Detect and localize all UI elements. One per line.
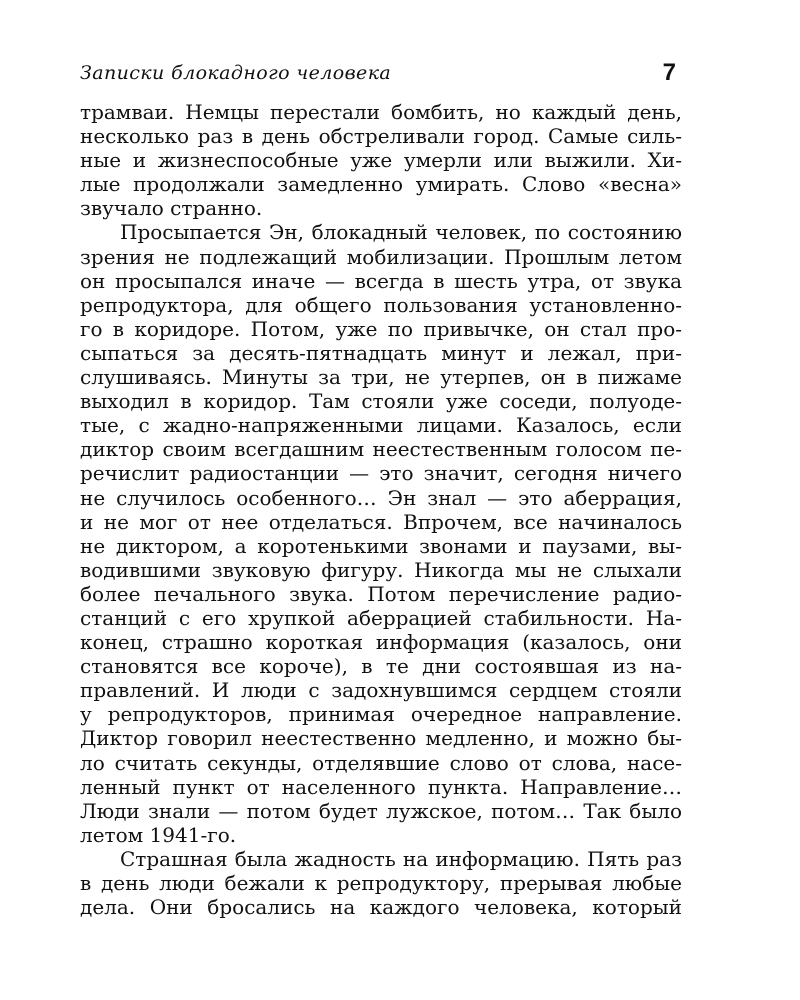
text-line: диктор своим всегдашним неестественным голосом пе- (80, 437, 682, 462)
text-line: лые продолжали замедленно умирать. Слово «весна» (80, 172, 682, 197)
text-line: Просыпается Эн, блокадный человек, по состоянию (120, 220, 682, 245)
text-line: ные и жизнеспособные уже умерли или выжили. Хи- (80, 148, 682, 173)
text-line: конец, страшно короткая информация (казалось, они (80, 630, 682, 655)
text-line: Люди знали — потом будет лужское, потом… Так было (80, 798, 682, 823)
text-line: он просыпался иначе — всегда в шесть утра, от звука (80, 268, 682, 293)
running-title: Записки блокадного человека (80, 62, 392, 84)
text-line: зрения не подлежащий мобилизации. Прошлым летом (80, 244, 682, 269)
text-line: летом 1941-го. (80, 822, 237, 847)
text-line: трамваи. Немцы перестали бомбить, но каждый день, (80, 100, 682, 124)
text-line: более печального звука. Потом перечисление радио- (80, 581, 682, 606)
body-text (80, 100, 682, 919)
text-line: правлений. И люди с задохнувшимся сердцем стояли (80, 678, 682, 703)
text-line: не диктором, а коротенькими звонами и паузами, вы- (80, 533, 682, 558)
text-line: речислит радиостанции — это значит, сегодня ничего (80, 461, 682, 486)
text-line: тые, с жадно-напряженными лицами. Казалось, если (80, 413, 682, 438)
text-line: ленный пункт от населенного пункта. Направление… (80, 774, 682, 799)
text-line: ло считать секунды, отделявшие слово от слова, насе- (80, 750, 682, 775)
text-line: водившими звуковую фигуру. Никогда мы не слыхали (80, 557, 682, 582)
text-line: становятся все короче), в те дни состоявшая из на- (80, 654, 682, 679)
text-line: у репродукторов, принимая очередное направление. (80, 702, 682, 727)
text-line: несколько раз в день обстреливали город. Самые силь- (80, 124, 682, 149)
text-line: и не мог от нее отделаться. Впрочем, все начиналось (80, 509, 682, 534)
text-line: дела. Они бросались на каждого человека, который (80, 895, 682, 920)
text-line: звучало странно. (80, 196, 263, 221)
running-header (80, 59, 682, 90)
text-line: го в коридоре. Потом, уже по привычке, он стал про- (80, 316, 682, 341)
text-line: не случилось особенного… Эн знал — это аберрация, (80, 485, 682, 510)
text-line: сыпаться за десять-пятнадцать минут и лежал, при- (80, 340, 682, 365)
text-line: Страшная была жадность на информацию. Пять раз (120, 846, 682, 871)
text-line: слушиваясь. Минуты за три, не утерпев, он в пижаме (80, 365, 682, 390)
text-line: выходил в коридор. Там стояли уже соседи, полуоде- (80, 389, 682, 414)
page-number: 7 (662, 59, 676, 86)
text-line: в день люди бежали к репродуктору, прерывая любые (80, 871, 682, 895)
text-line: репродуктора, для общего пользования установленно- (80, 292, 682, 317)
text-line: Диктор говорил неестественно медленно, и можно бы- (80, 726, 682, 751)
text-line: станций с его хрупкой аберрацией стабильности. На- (80, 605, 682, 630)
